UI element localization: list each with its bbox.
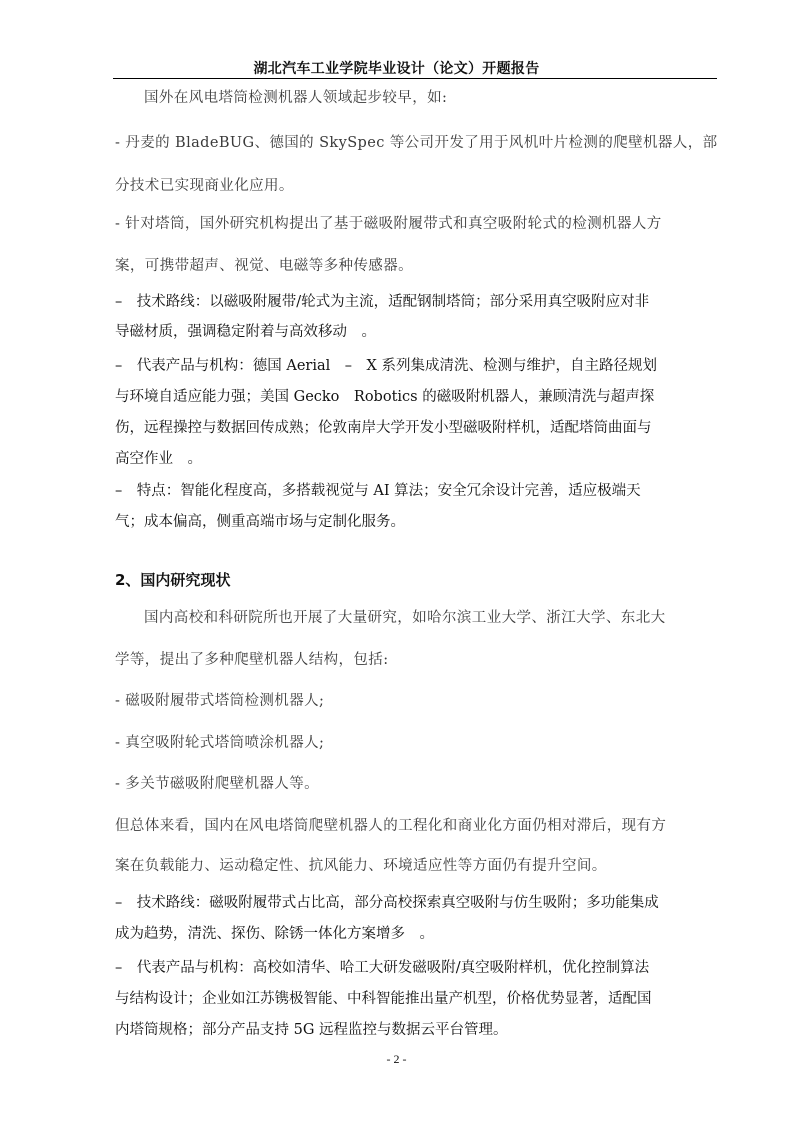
paragraph-line: – 代表产品与机构：德国 Aerial – X 系列集成清洗、检测与维护，自主路径规划 xyxy=(115,358,657,374)
paragraph-line: 国内高校和科研院所也开展了大量研究，如哈尔滨工业大学、浙江大学、东北大 xyxy=(144,610,666,626)
paragraph-line: 伤，远程操控与数据回传成熟；伦敦南岸大学开发小型磁吸附样机，适配塔筒曲面与 xyxy=(115,420,652,436)
paragraph-line: 案在负载能力、运动稳定性、抗风能力、环境适应性等方面仍有提升空间。 xyxy=(115,858,607,874)
paragraph-line: 导磁材质，强调稳定附着与高效移动 。 xyxy=(115,324,376,340)
page-number: - 2 - xyxy=(386,1052,407,1066)
paragraph-line: – 代表产品与机构：高校如清华、哈工大研发磁吸附/真空吸附样机，优化控制算法 xyxy=(115,960,650,976)
header-divider xyxy=(113,78,717,79)
paragraph-line: – 特点：智能化程度高，多搭载视觉与 AI 算法；安全冗余设计完善，适应极端天 xyxy=(115,483,641,499)
paragraph-line: – 技术路线：以磁吸附履带/轮式为主流，适配钢制塔筒；部分采用真空吸附应对非 xyxy=(115,294,650,310)
paragraph-line: 分技术已实现商业化应用。 xyxy=(115,178,294,194)
list-item: - 磁吸附履带式塔筒检测机器人; xyxy=(115,693,325,709)
paragraph-line: 高空作业 。 xyxy=(115,451,202,467)
paragraph-line: 国外在风电塔筒检测机器人领域起步较早，如: xyxy=(144,90,448,106)
paragraph-line: 与结构设计；企业如江苏镌极智能、中科智能推出量产机型，价格优势显著，适配国 xyxy=(115,991,652,1007)
paragraph-line: 但总体来看，国内在风电塔筒爬壁机器人的工程化和商业化方面仍相对滞后，现有方 xyxy=(115,818,667,834)
paragraph-line: - 针对塔筒，国外研究机构提出了基于磁吸附履带式和真空吸附轮式的检测机器人方 xyxy=(115,216,662,232)
list-item: - 多关节磁吸附爬壁机器人等。 xyxy=(115,776,320,792)
page-header-title: 湖北汽车工业学院毕业设计（论文）开题报告 xyxy=(253,61,540,77)
paragraph-line: 学等，提出了多种爬壁机器人结构，包括: xyxy=(115,652,389,668)
paragraph-line: 内塔筒规格；部分产品支持 5G 远程监控与数据云平台管理。 xyxy=(115,1022,508,1038)
paragraph-line: 成为趋势，清洗、探伤、除锈一体化方案增多 。 xyxy=(115,926,434,942)
list-item: - 真空吸附轮式塔筒喷涂机器人; xyxy=(115,735,325,751)
paragraph-line: – 技术路线：磁吸附履带式占比高，部分高校探索真空吸附与仿生吸附；多功能集成 xyxy=(115,895,659,911)
paragraph-line: 气；成本偏高，侧重高端市场与定制化服务。 xyxy=(115,514,405,530)
section-heading: 2、国内研究现状 xyxy=(115,571,231,589)
paragraph-line: - 丹麦的 BladeBUG、德国的 SkySpec 等公司开发了用于风机叶片检测的爬壁机器人，部 xyxy=(115,135,718,151)
paragraph-line: 案，可携带超声、视觉、电磁等多种传感器。 xyxy=(115,258,413,274)
paragraph-line: 与环境自适应能力强；美国 Gecko Robotics 的磁吸附机器人，兼顾清洗与超声探 xyxy=(115,389,655,405)
